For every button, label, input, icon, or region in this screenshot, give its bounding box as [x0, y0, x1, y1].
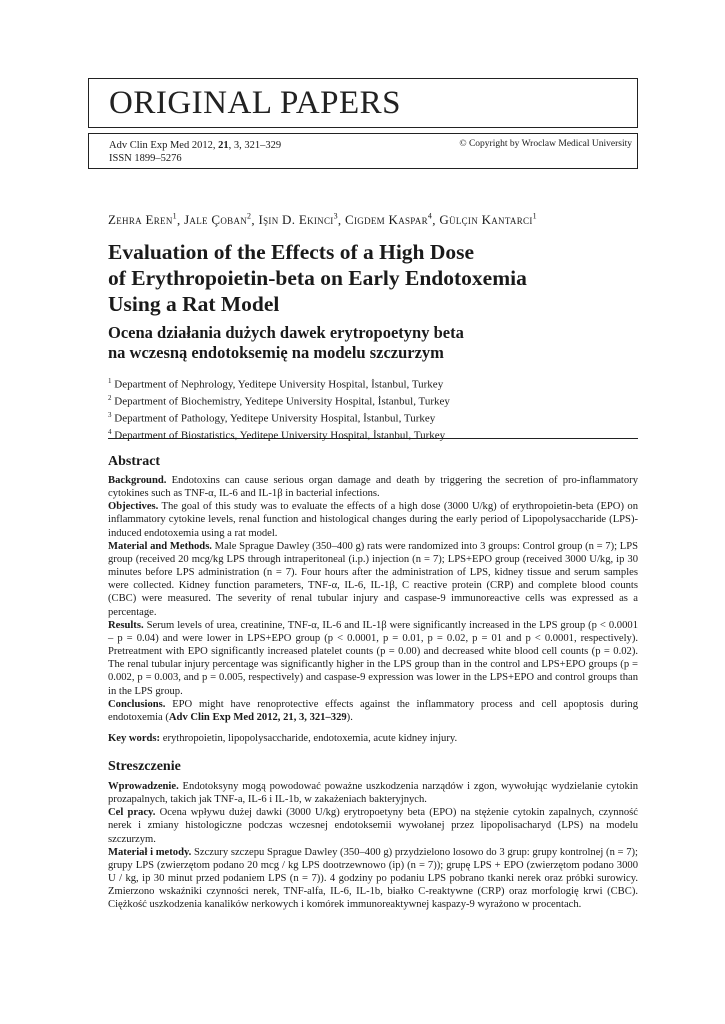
streszczenie-wprowadzenie: Wprowadzenie. Endotoksyny mogą powodować poważne uszkodzenia narządów i zgon, wywołując wydzielanie cytokin prozapalnych, takich jak TNF-a, IL-6 i IL-1b, w zakażeniach bakteryjnych. [108, 781, 638, 806]
article-title [108, 239, 628, 317]
abstract-objectives: Objectives. The goal of this study was to evaluate the effects of a high dose (3000 U/kg) of erythropoietin-beta (EPO) on inflammatory cytokine levels, renal function and histological changes during the early period of Lipopolysaccharide (LPS)-induced endotoxemia using a rat model. [108, 501, 638, 539]
author: Işin D. Ekinci$^3$ [258, 212, 338, 228]
abstract-heading: Abstract [108, 454, 161, 469]
citation-line1-pre: Adv Clin Exp Med 2012, [109, 140, 219, 151]
streszczenie-body [108, 780, 638, 912]
polish-title-line: Ocena działania dużych dawek erytropoetyny beta [108, 323, 464, 342]
affiliations [108, 375, 450, 443]
citation-issn: ISSN 1899–5276 [109, 153, 182, 164]
citation-volume: 21 [218, 140, 229, 151]
abstract-conclusions: Conclusions. EPO might have renoprotective effects against the inflammatory process and cell apoptosis during endotoxemia (Adv Clin Exp Med 2012, 21, 3, 321–329). [108, 698, 639, 723]
author: Gülçin Kantarci$^1$ [439, 212, 537, 228]
copyright-notice: © Copyright by Wroclaw Medical University [459, 139, 632, 149]
title-line: Using a Rat Model [108, 292, 280, 316]
abstract-body [108, 474, 638, 724]
streszczenie-metody: Materiał i metody. Szczury szczepu Sprague Dawley (350–400 g) przydzielono losowo do 3 grup: grupy kontrolnej (n = 7); grupy LPS (zwierzętom podano 20 mcg / kg LPS dootrzewnowo (ip) (n = 7)); grupę LPS + EPO (zwierzętom podano 3000 U / kg, ip 30 minut przed podaniem LPS (n = 7)). 4 godziny po podaniu LPS pobrano tkanki nerek oraz próbki surowicy. Zmierzono wskaźniki czynności nerek, TNF-alfa, IL-6, IL-1b, białko C-reaktywne (CRP) oraz morfologię krwi (CBC). Ciężkość uszkodzenia kanalików nerkowych i komórek immunoreaktywnej kaspazy-9 wyrażono w procentach. [108, 846, 638, 911]
keywords: Key words: erythropoietin, lipopolysaccharide, endotoxemia, acute kidney injury. [108, 733, 458, 744]
affiliation: $^2$ Department of Biochemistry, Yeditepe University Hospital, İstanbul, Turkey [108, 393, 450, 408]
affiliation: $^3$ Department of Pathology, Yeditepe University Hospital, İstanbul, Turkey [108, 410, 436, 425]
divider [108, 438, 638, 439]
streszczenie-heading: Streszczenie [108, 759, 181, 774]
section-header-box [88, 78, 638, 128]
polish-title-line: na wczesną endotoksemię na modelu szczurzym [108, 343, 444, 362]
abstract-methods: Material and Methods. Male Sprague Dawley (350–400 g) rats were randomized into 3 groups: Control group (n = 7); LPS group (received 20 mcg/kg LPS through intraperitoneal (i.p.) injection (n = 7); LPS+EPO group (received 3000 U/kg, ip 30 minutes before LPS administration (n = 7). Four hours after the administration of LPS, kidney tissue and serum samples were collected. Kidney function parameters, TNF-α, IL-6, IL-1β, C reactive protein (CRP) and complete blood counts (CBC) were measured. The severity of renal tubular injury and caspase-9 immunoreactive cells was expressed as a percentage. [108, 540, 638, 618]
author: Zehra Eren$^1$ [108, 212, 177, 228]
abstract-background: Background. Endotoxins can cause serious organ damage and death by triggering the secretion of pro-inflammatory cytokines such as TNF-α, IL-6 and IL-1β in bacterial infections. [108, 475, 638, 500]
title-line: Evaluation of the Effects of a High Dose [108, 240, 475, 264]
streszczenie-cel: Cel pracy. Ocena wpływu dużej dawki (3000 U/kg) erytropoetyny beta (EPO) na stężenie cytokin zapalnych, czynność nerek i zmiany histologiczne podczas wczesnej endotoksemii wywołanej przez lipopolisacharyd (LPS) na modelu szczurzym. [108, 807, 638, 845]
author: Cigdem Kaspar$^4$ [345, 212, 433, 228]
polish-title [108, 323, 628, 363]
citation-box [88, 133, 638, 169]
affiliation: $^1$ Department of Nephrology, Yeditepe University Hospital, İstanbul, Turkey [108, 377, 444, 391]
author: Jale Çoban$^2$ [184, 212, 252, 228]
author-list: Zehra Eren$^1$, Jale Çoban$^2$, Işin D. Ekinci$^3$, Cigdem Kaspar$^4$, Gülçin Kantarci$^1$ [108, 212, 537, 228]
citation [109, 139, 281, 165]
affiliation: $^4$ Department of Biostatistics, Yeditepe University Hospital, İstanbul, Turkey [108, 427, 446, 442]
title-line: of Erythropoietin-beta on Early Endotoxemia [108, 266, 527, 290]
section-title: ORIGINAL PAPERS [109, 85, 402, 121]
abstract-results: Results. Serum levels of urea, creatinine, TNF-α, IL-6 and IL-1β were significantly increased in the LPS group (p < 0.0001 – p = 0.04) and were lower in LPS+EPO group (p < 0.0001, p = 0.01, p = 0.02, p = 01 and p < 0.0001, respectively). Pretreatment with EPO significantly increased platelet counts (p = 0.00) and decreased white blood cell counts (p = 0.02). The renal tubular injury percentage was significantly higher in the LPS group than in the control and LPS+EPO groups (p = 0.002, p = 0.003, and p = 0.005, respectively) and caspase-9 expression was lower in the LPS+EPO and control groups than in the LPS group. [108, 619, 638, 697]
citation-line1-post: , 3, 321–329 [228, 140, 282, 151]
